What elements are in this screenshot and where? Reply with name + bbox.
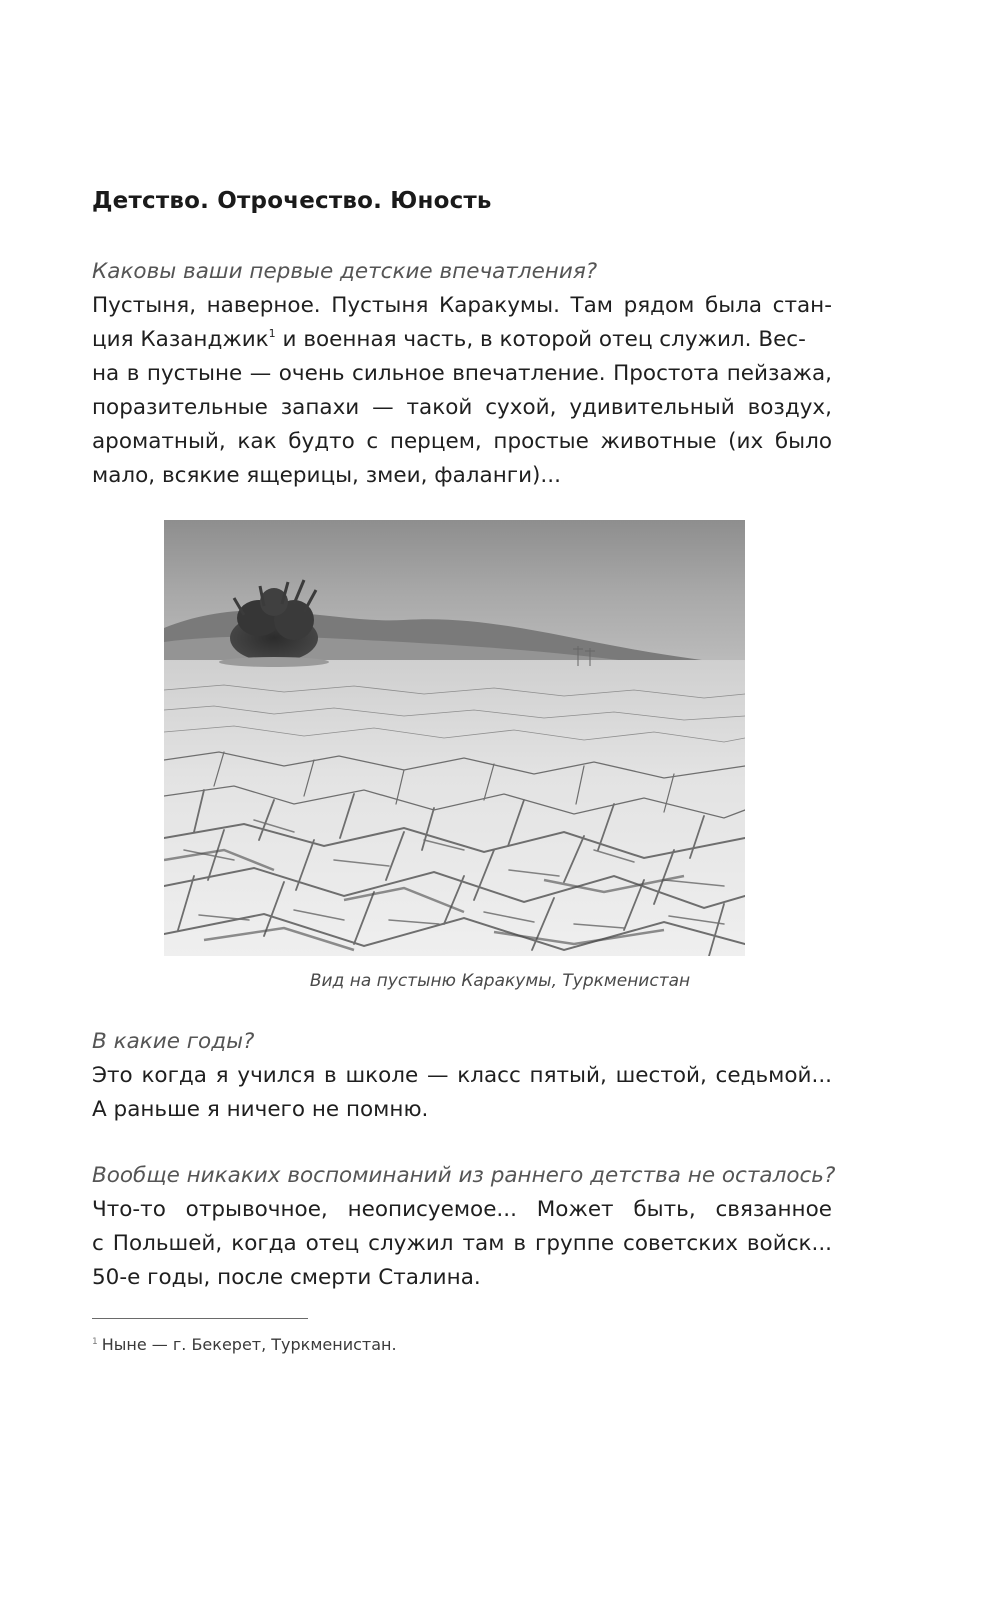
question-early-memories: Вообще никаких воспоминаний из раннего детства не осталось?	[92, 1163, 836, 1188]
photo-caption: Вид на пустыню Каракумы, Туркменистан	[309, 971, 691, 991]
chapter-heading: Детство. Отрочество. Юность	[92, 188, 492, 214]
footnote-text: Ныне — г. Бекерет, Туркменистан.	[101, 1335, 397, 1354]
answer-line-3: на в пустыне — очень сильное впечатление. Простота пейзажа,	[92, 361, 832, 386]
footnote	[92, 1335, 397, 1354]
desert-photo-image	[164, 520, 745, 956]
answer-line-2: ция Казанджик$^1$ и военная часть, в которой отец служил. Вес-	[92, 327, 806, 352]
answer-line-1: Пустыня, наверное. Пустыня Каракумы. Там рядом была стан-	[92, 293, 832, 318]
answer-line-2: с Польшей, когда отец служил там в группе советских войск...	[92, 1231, 832, 1256]
desert-photo	[164, 520, 745, 956]
answer-line-5: ароматный, как будто с перцем, простые животные (их было	[92, 429, 832, 454]
answer-line-4: поразительные запахи — такой сухой, удивительный воздух,	[92, 395, 832, 420]
answer-line-1: Что-то отрывочное, неописуемое... Может быть, связанное	[92, 1197, 832, 1222]
section-childhood-impressions	[92, 255, 832, 493]
footnote-reference: 1	[268, 327, 276, 340]
footnote-marker: 1	[92, 1337, 98, 1347]
answer-line-2: А раньше я ничего не помню.	[92, 1097, 429, 1122]
section-years	[92, 1025, 832, 1127]
question-which-years: В какие годы?	[92, 1029, 255, 1054]
answer-line-6: мало, всякие ящерицы, змеи, фаланги)...	[92, 463, 561, 488]
footnote-divider	[92, 1318, 308, 1319]
question-first-impressions: Каковы ваши первые детские впечатления?	[92, 259, 598, 284]
answer-line-1: Это когда я учился в школе — класс пятый, шестой, седьмой...	[92, 1063, 832, 1088]
section-early-memories	[92, 1159, 836, 1295]
answer-line-3: 50-е годы, после смерти Сталина.	[92, 1265, 481, 1290]
